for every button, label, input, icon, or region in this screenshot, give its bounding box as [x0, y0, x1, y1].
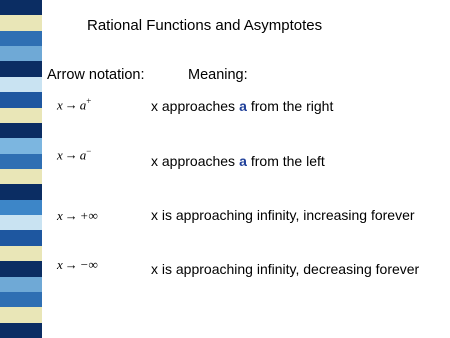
notation-superscript: + [86, 96, 92, 106]
stripe-block [0, 61, 42, 77]
meaning-highlight: a [239, 153, 247, 169]
arrow-icon: → [64, 147, 78, 163]
notation-superscript: − [86, 146, 92, 156]
stripe-block [0, 215, 42, 231]
decorative-stripe [0, 0, 42, 338]
notation-var: x [57, 97, 63, 113]
meaning-highlight: a [239, 98, 247, 114]
notation-right-limit [57, 96, 91, 113]
notation-target: a [79, 97, 87, 113]
meaning-text: from the right [250, 98, 334, 114]
stripe-block [0, 138, 42, 154]
arrow-icon: → [64, 257, 78, 272]
notation-var: x [57, 257, 63, 272]
notation-target: +∞ [79, 208, 98, 223]
notation-negative-infinity [57, 257, 98, 273]
notation-target: a [79, 147, 87, 163]
stripe-block [0, 46, 42, 62]
slide-title: Rational Functions and Asymptotes [87, 17, 323, 34]
stripe-block [0, 169, 42, 185]
stripe-block [0, 277, 42, 293]
stripe-block [0, 246, 42, 262]
meaning-positive-infinity: x is approaching infinity, increasing forever [151, 207, 415, 223]
stripe-block [0, 292, 42, 308]
notation-var: x [57, 147, 63, 163]
stripe-block [0, 307, 42, 323]
arrow-icon: → [64, 97, 78, 113]
stripe-block [0, 261, 42, 277]
meaning-negative-infinity: x is approaching infinity, decreasing forever [151, 261, 420, 277]
stripe-block [0, 200, 42, 216]
stripe-block [0, 0, 42, 16]
arrow-icon: → [64, 208, 78, 223]
stripe-block [0, 77, 42, 93]
meaning-text: from the left [250, 153, 325, 169]
stripe-block [0, 184, 42, 200]
stripe-block [0, 108, 42, 124]
meaning-left-limit [151, 153, 325, 169]
stripe-block [0, 123, 42, 139]
stripe-block [0, 92, 42, 108]
meaning-text: x approaches [151, 98, 236, 114]
notation-left-limit [57, 146, 91, 163]
stripe-block [0, 31, 42, 47]
header-meaning: Meaning: [188, 67, 248, 83]
meaning-text: x approaches [151, 153, 236, 169]
stripe-block [0, 230, 42, 246]
stripe-block [0, 323, 42, 338]
stripe-block [0, 15, 42, 31]
stripe-block [0, 154, 42, 170]
notation-var: x [57, 208, 63, 223]
meaning-right-limit [151, 98, 333, 114]
notation-positive-infinity [57, 208, 98, 224]
notation-target: −∞ [79, 257, 98, 272]
header-arrow-notation: Arrow notation: [47, 67, 145, 83]
